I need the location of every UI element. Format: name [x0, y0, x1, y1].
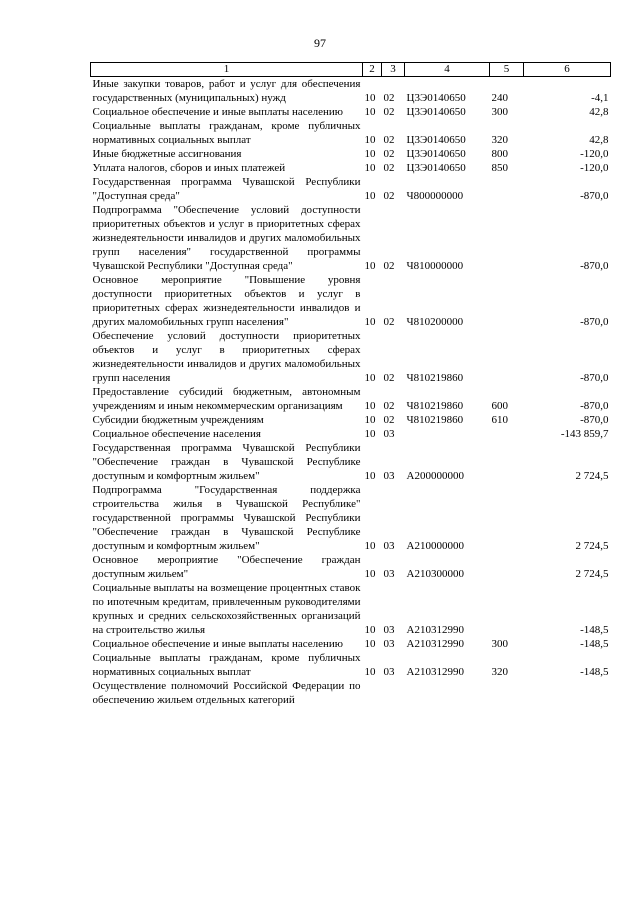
row-name: Предоставление субсидий бюджетным, автономным учреждениям и иным некоммерческим организациям	[92, 386, 361, 412]
target-article-code: Ч800000000	[406, 190, 464, 202]
expense-type-code	[490, 483, 524, 553]
table-row	[91, 553, 611, 581]
target-article-code: А210300000	[406, 568, 464, 580]
table-row	[91, 147, 611, 161]
section-code: 10	[364, 666, 376, 678]
row-name: Основное мероприятие "Повышение уровня доступности приоритетных объектов и услуг в приоритетных сферах жизнедеятельности инвалидов и других маломобильных групп населения"	[92, 274, 361, 328]
subsection-code: 02	[383, 162, 395, 174]
target-article-code: Ц3Э0140650	[406, 162, 466, 174]
row-name: Основное мероприятие "Обеспечение граждан доступным жильем"	[92, 554, 361, 580]
amount: -148,5	[580, 666, 609, 678]
table-row	[91, 119, 611, 147]
target-article-code	[405, 679, 490, 707]
section-code: 10	[364, 92, 376, 104]
target-article-code: Ц3Э0140650	[406, 134, 466, 146]
subsection-code: 02	[383, 260, 395, 272]
expense-type-code	[490, 175, 524, 203]
section-code: 10	[364, 106, 376, 118]
expense-type-code: 850	[491, 162, 508, 174]
target-article-code: Ц3Э0140650	[406, 148, 466, 160]
expense-type-code: 300	[491, 638, 508, 650]
row-name: Социальные выплаты на возмещение процентных ставок по ипотечным кредитам, привлеченным руководителями крупных и средних сельскохозяйственных организаций на строительство жилья	[92, 582, 361, 636]
target-article-code: Ч810219860	[406, 400, 464, 412]
expense-type-code: 610	[491, 414, 508, 426]
amount: -870,0	[580, 414, 609, 426]
row-name: Иные закупки товаров, работ и услуг для обеспечения государственных (муниципальных) нужд	[92, 78, 361, 104]
expense-type-code	[490, 203, 524, 273]
amount: 42,8	[589, 134, 609, 146]
amount: -120,0	[580, 148, 609, 160]
expense-type-code	[490, 553, 524, 581]
section-code: 10	[364, 414, 376, 426]
budget-table	[90, 62, 611, 707]
section-code: 10	[364, 162, 376, 174]
expense-type-code	[490, 329, 524, 385]
expense-type-code	[490, 581, 524, 637]
row-name: Государственная программа Чувашской Республики "Доступная среда"	[92, 176, 361, 202]
amount: -870,0	[580, 372, 609, 384]
target-article-code: Ц3Э0140650	[406, 106, 466, 118]
subsection-code: 03	[383, 428, 395, 440]
subsection-code: 02	[383, 316, 395, 328]
section-code: 10	[364, 540, 376, 552]
target-article-code: Ч810219860	[406, 414, 464, 426]
subsection-code: 03	[383, 624, 395, 636]
row-name: Социальное обеспечение населения	[92, 428, 261, 440]
header-col-1: 1	[91, 63, 363, 77]
table-row	[91, 413, 611, 427]
expense-type-code	[490, 273, 524, 329]
expense-type-code: 240	[491, 92, 508, 104]
row-name: Субсидии бюджетным учреждениям	[92, 414, 264, 426]
target-article-code: Ч810219860	[406, 372, 464, 384]
table-row	[91, 161, 611, 175]
target-article-code: Ч810200000	[406, 316, 464, 328]
expense-type-code	[490, 679, 524, 707]
amount: -120,0	[580, 162, 609, 174]
subsection-code: 02	[383, 134, 395, 146]
amount: 42,8	[589, 106, 609, 118]
row-name: Подпрограмма "Государственная поддержка строительства жилья в Чувашской Республике" государственной программы Чувашской Республики "Обеспечение граждан в Чувашской Республике доступным и комфортным жильем"	[92, 484, 361, 552]
target-article-code	[405, 427, 490, 441]
amount: -870,0	[580, 260, 609, 272]
subsection-code: 03	[383, 540, 395, 552]
row-name: Иные бюджетные ассигнования	[92, 148, 242, 160]
row-name: Осуществление полномочий Российской Федерации по обеспечению жильем отдельных категорий	[92, 680, 361, 706]
section-code: 10	[364, 400, 376, 412]
table-row	[91, 329, 611, 385]
subsection-code	[382, 679, 405, 707]
subsection-code: 02	[383, 400, 395, 412]
amount: 2 724,5	[575, 470, 609, 482]
section-code: 10	[364, 134, 376, 146]
subsection-code: 02	[383, 92, 395, 104]
amount: -870,0	[580, 400, 609, 412]
subsection-code: 02	[383, 106, 395, 118]
target-article-code: А210000000	[406, 540, 464, 552]
subsection-code: 02	[383, 190, 395, 202]
table-row	[91, 651, 611, 679]
section-code: 10	[364, 624, 376, 636]
section-code: 10	[364, 316, 376, 328]
table-row	[91, 427, 611, 441]
table-row	[91, 483, 611, 553]
table-row	[91, 679, 611, 707]
section-code: 10	[364, 568, 376, 580]
section-code: 10	[364, 260, 376, 272]
header-col-4: 4	[405, 63, 490, 77]
table-row	[91, 441, 611, 483]
subsection-code: 02	[383, 372, 395, 384]
table-row	[91, 203, 611, 273]
amount	[524, 679, 611, 707]
amount: -870,0	[580, 190, 609, 202]
row-name: Государственная программа Чувашской Республики "Обеспечение граждан в Чувашской Республике доступным и комфортным жильем"	[92, 442, 361, 482]
target-article-code: А200000000	[406, 470, 464, 482]
row-name: Социальные выплаты гражданам, кроме публичных нормативных социальных выплат	[92, 120, 361, 146]
expense-type-code: 320	[491, 134, 508, 146]
section-code: 10	[364, 190, 376, 202]
target-article-code: А210312990	[406, 666, 464, 678]
amount: -143 859,7	[560, 428, 609, 440]
row-name: Уплата налогов, сборов и иных платежей	[92, 162, 286, 174]
section-code	[363, 679, 382, 707]
table-row	[91, 385, 611, 413]
expense-type-code: 800	[491, 148, 508, 160]
subsection-code: 02	[383, 414, 395, 426]
table-row	[91, 273, 611, 329]
header-col-6: 6	[524, 63, 611, 77]
amount: -148,5	[580, 638, 609, 650]
header-col-3: 3	[382, 63, 405, 77]
table-row	[91, 105, 611, 119]
page-number: 97	[314, 36, 326, 50]
table-row	[91, 581, 611, 637]
section-code: 10	[364, 428, 376, 440]
expense-type-code: 300	[491, 106, 508, 118]
amount: -148,5	[580, 624, 609, 636]
amount: 2 724,5	[575, 568, 609, 580]
subsection-code: 02	[383, 148, 395, 160]
row-name: Социальное обеспечение и иные выплаты населению	[92, 106, 344, 118]
table-row	[91, 637, 611, 651]
target-article-code: А210312990	[406, 638, 464, 650]
section-code: 10	[364, 638, 376, 650]
amount: -4,1	[591, 92, 609, 104]
expense-type-code: 320	[491, 666, 508, 678]
section-code: 10	[364, 372, 376, 384]
subsection-code: 03	[383, 666, 395, 678]
row-name: Обеспечение условий доступности приоритетных объектов и услуг в приоритетных сферах жизнедеятельности инвалидов и других маломобильных групп населения	[92, 330, 361, 384]
subsection-code: 03	[383, 568, 395, 580]
target-article-code: А210312990	[406, 624, 464, 636]
amount: -870,0	[580, 316, 609, 328]
subsection-code: 03	[383, 470, 395, 482]
expense-type-code	[490, 441, 524, 483]
row-name: Социальное обеспечение и иные выплаты населению	[92, 638, 344, 650]
expense-type-code: 600	[491, 400, 508, 412]
section-code: 10	[364, 470, 376, 482]
row-name: Социальные выплаты гражданам, кроме публичных нормативных социальных выплат	[92, 652, 361, 678]
header-col-2: 2	[363, 63, 382, 77]
table-row	[91, 175, 611, 203]
header-col-5: 5	[490, 63, 524, 77]
amount: 2 724,5	[575, 540, 609, 552]
expense-type-code	[490, 427, 524, 441]
target-article-code: Ц3Э0140650	[406, 92, 466, 104]
header-row	[91, 63, 611, 77]
section-code: 10	[364, 148, 376, 160]
table-row	[91, 77, 611, 106]
row-name: Подпрограмма "Обеспечение условий доступности приоритетных объектов и услуг в приоритетных сферах жизнедеятельности инвалидов и других маломобильных групп населения" государственной программы Чувашской Республики "Доступная среда"	[92, 204, 361, 272]
target-article-code: Ч810000000	[406, 260, 464, 272]
subsection-code: 03	[383, 638, 395, 650]
